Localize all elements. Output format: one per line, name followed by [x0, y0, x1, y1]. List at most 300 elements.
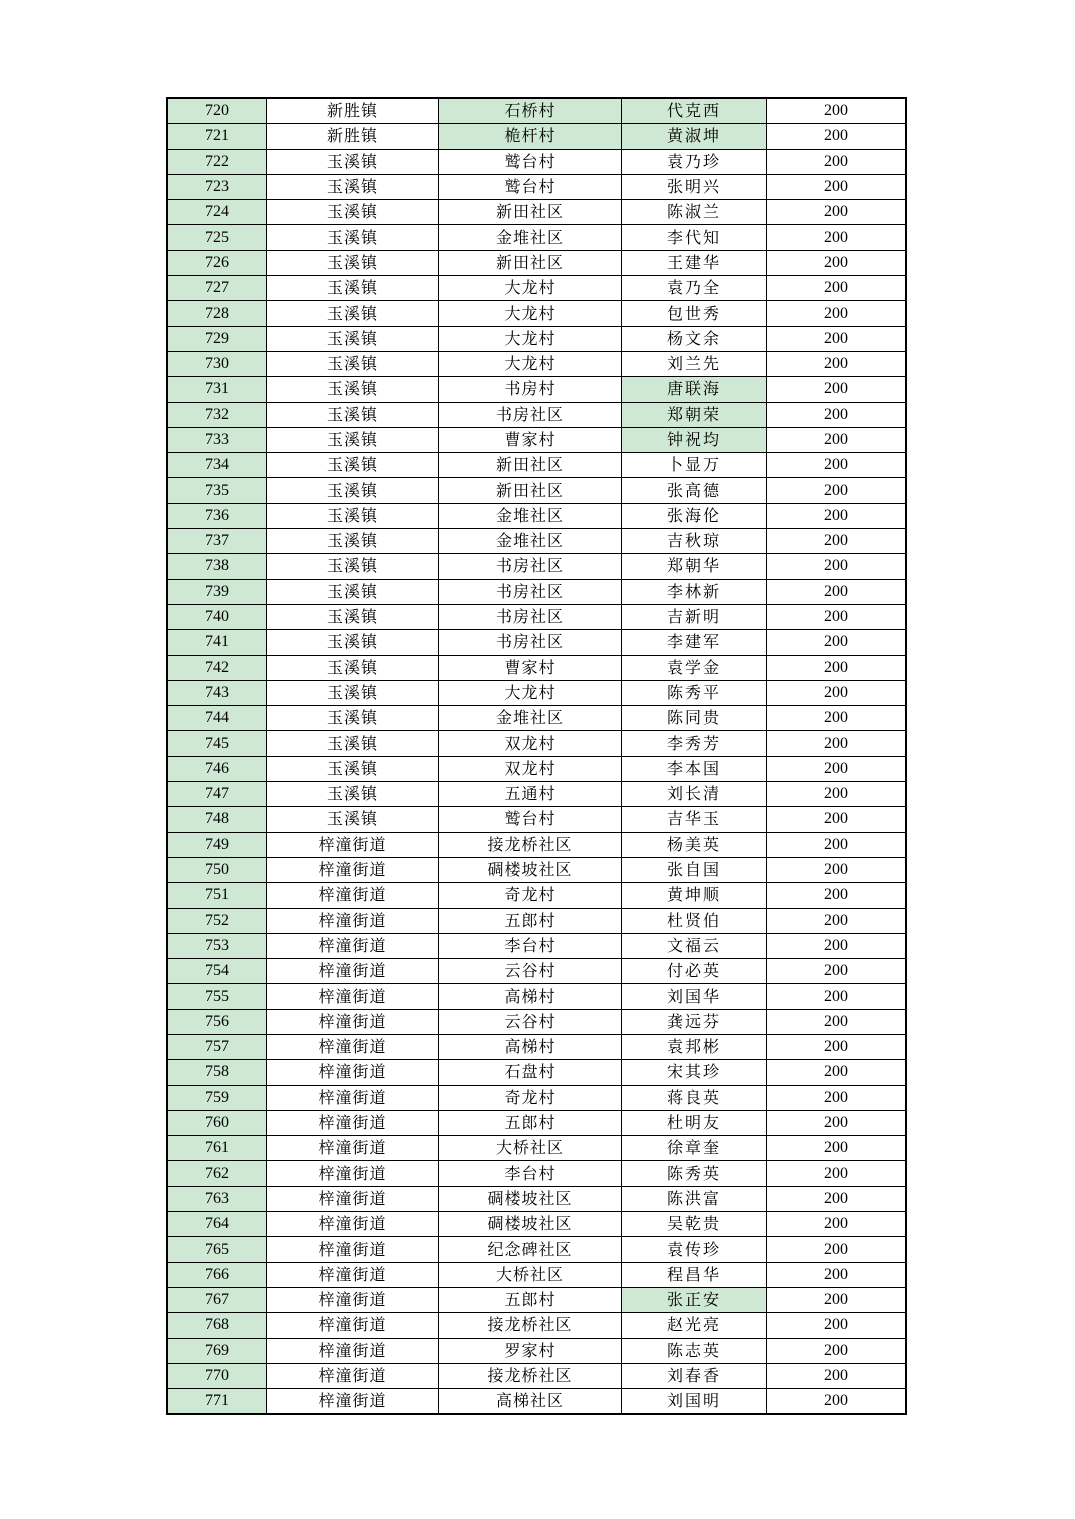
village-cell: 鹫台村 — [439, 149, 622, 174]
town-cell: 梓潼街道 — [267, 1389, 439, 1415]
town-cell: 玉溪镇 — [267, 326, 439, 351]
table-row — [167, 984, 906, 1009]
village-cell: 新田社区 — [439, 200, 622, 225]
person-name-cell: 张自国 — [622, 857, 767, 882]
village-cell: 奇龙村 — [439, 883, 622, 908]
amount-cell: 200 — [767, 706, 907, 731]
row-number-cell: 757 — [167, 1034, 267, 1059]
person-name-cell: 陈洪富 — [622, 1186, 767, 1211]
village-cell: 罗家村 — [439, 1338, 622, 1363]
village-cell: 新田社区 — [439, 478, 622, 503]
row-number-cell: 765 — [167, 1237, 267, 1262]
village-cell: 大龙村 — [439, 680, 622, 705]
person-name-cell: 王建华 — [622, 250, 767, 275]
row-number-cell: 729 — [167, 326, 267, 351]
table-row — [167, 731, 906, 756]
person-name-cell: 张明兴 — [622, 174, 767, 199]
table-row — [167, 680, 906, 705]
row-number-cell: 767 — [167, 1287, 267, 1312]
town-cell: 玉溪镇 — [267, 200, 439, 225]
town-cell: 梓潼街道 — [267, 1136, 439, 1161]
person-name-cell: 卜显万 — [622, 453, 767, 478]
row-number-cell: 735 — [167, 478, 267, 503]
town-cell: 梓潼街道 — [267, 1009, 439, 1034]
row-number-cell: 736 — [167, 503, 267, 528]
table-row — [167, 529, 906, 554]
town-cell: 玉溪镇 — [267, 731, 439, 756]
amount-cell: 200 — [767, 225, 907, 250]
row-number-cell: 760 — [167, 1110, 267, 1135]
town-cell: 玉溪镇 — [267, 351, 439, 376]
person-name-cell: 刘国华 — [622, 984, 767, 1009]
person-name-cell: 陈秀平 — [622, 680, 767, 705]
amount-cell: 200 — [767, 351, 907, 376]
table-row — [167, 1287, 906, 1312]
town-cell: 玉溪镇 — [267, 579, 439, 604]
table-row — [167, 782, 906, 807]
amount-cell: 200 — [767, 807, 907, 832]
row-number-cell: 743 — [167, 680, 267, 705]
village-cell: 云谷村 — [439, 959, 622, 984]
table-row — [167, 1161, 906, 1186]
row-number-cell: 732 — [167, 402, 267, 427]
town-cell: 玉溪镇 — [267, 427, 439, 452]
row-number-cell: 751 — [167, 883, 267, 908]
table-row — [167, 908, 906, 933]
table-row — [167, 579, 906, 604]
row-number-cell: 770 — [167, 1363, 267, 1388]
person-name-cell: 张海伦 — [622, 503, 767, 528]
village-cell: 金堆社区 — [439, 225, 622, 250]
amount-cell: 200 — [767, 1161, 907, 1186]
town-cell: 梓潼街道 — [267, 1060, 439, 1085]
table-row — [167, 351, 906, 376]
person-name-cell: 袁传珍 — [622, 1237, 767, 1262]
row-number-cell: 723 — [167, 174, 267, 199]
amount-cell: 200 — [767, 933, 907, 958]
town-cell: 玉溪镇 — [267, 276, 439, 301]
person-name-cell: 龚远芬 — [622, 1009, 767, 1034]
town-cell: 玉溪镇 — [267, 402, 439, 427]
row-number-cell: 726 — [167, 250, 267, 275]
table-row — [167, 1262, 906, 1287]
amount-cell: 200 — [767, 1262, 907, 1287]
amount-cell: 200 — [767, 1363, 907, 1388]
table-row — [167, 402, 906, 427]
person-name-cell: 陈淑兰 — [622, 200, 767, 225]
amount-cell: 200 — [767, 1287, 907, 1312]
table-row — [167, 933, 906, 958]
row-number-cell: 728 — [167, 301, 267, 326]
person-name-cell: 李代知 — [622, 225, 767, 250]
amount-cell: 200 — [767, 174, 907, 199]
village-cell: 鹫台村 — [439, 807, 622, 832]
town-cell: 梓潼街道 — [267, 832, 439, 857]
amount-cell: 200 — [767, 276, 907, 301]
village-cell: 书房社区 — [439, 579, 622, 604]
village-cell: 双龙村 — [439, 731, 622, 756]
table-row — [167, 1060, 906, 1085]
amount-cell: 200 — [767, 503, 907, 528]
table-row — [167, 1009, 906, 1034]
person-name-cell: 唐联海 — [622, 377, 767, 402]
amount-cell: 200 — [767, 1338, 907, 1363]
row-number-cell: 748 — [167, 807, 267, 832]
row-number-cell: 754 — [167, 959, 267, 984]
person-name-cell: 钟祝均 — [622, 427, 767, 452]
village-cell: 新田社区 — [439, 250, 622, 275]
table-row — [167, 883, 906, 908]
town-cell: 玉溪镇 — [267, 174, 439, 199]
row-number-cell: 750 — [167, 857, 267, 882]
amount-cell: 200 — [767, 478, 907, 503]
town-cell: 新胜镇 — [267, 98, 439, 124]
town-cell: 玉溪镇 — [267, 225, 439, 250]
row-number-cell: 771 — [167, 1389, 267, 1415]
village-cell: 书房社区 — [439, 630, 622, 655]
town-cell: 玉溪镇 — [267, 503, 439, 528]
person-name-cell: 郑朝华 — [622, 554, 767, 579]
amount-cell: 200 — [767, 1110, 907, 1135]
town-cell: 梓潼街道 — [267, 1237, 439, 1262]
row-number-cell: 744 — [167, 706, 267, 731]
town-cell: 梓潼街道 — [267, 1262, 439, 1287]
row-number-cell: 752 — [167, 908, 267, 933]
amount-cell: 200 — [767, 731, 907, 756]
table-row — [167, 301, 906, 326]
person-name-cell: 刘长清 — [622, 782, 767, 807]
town-cell: 玉溪镇 — [267, 630, 439, 655]
row-number-cell: 730 — [167, 351, 267, 376]
person-name-cell: 袁邦彬 — [622, 1034, 767, 1059]
village-cell: 大桥社区 — [439, 1136, 622, 1161]
row-number-cell: 733 — [167, 427, 267, 452]
table-row — [167, 1110, 906, 1135]
table-row — [167, 807, 906, 832]
town-cell: 梓潼街道 — [267, 959, 439, 984]
village-cell: 新田社区 — [439, 453, 622, 478]
town-cell: 玉溪镇 — [267, 756, 439, 781]
table-row — [167, 1034, 906, 1059]
town-cell: 新胜镇 — [267, 124, 439, 149]
table-row — [167, 655, 906, 680]
person-name-cell: 李建军 — [622, 630, 767, 655]
amount-cell: 200 — [767, 98, 907, 124]
amount-cell: 200 — [767, 1389, 907, 1415]
person-name-cell: 黄坤顺 — [622, 883, 767, 908]
row-number-cell: 741 — [167, 630, 267, 655]
town-cell: 玉溪镇 — [267, 377, 439, 402]
row-number-cell: 759 — [167, 1085, 267, 1110]
table-row — [167, 1212, 906, 1237]
town-cell: 玉溪镇 — [267, 301, 439, 326]
table-body — [167, 98, 906, 1414]
town-cell: 玉溪镇 — [267, 604, 439, 629]
amount-cell: 200 — [767, 680, 907, 705]
village-cell: 接龙桥社区 — [439, 1363, 622, 1388]
table-row — [167, 706, 906, 731]
table-row — [167, 503, 906, 528]
village-cell: 高梯村 — [439, 1034, 622, 1059]
amount-cell: 200 — [767, 883, 907, 908]
table-row — [167, 250, 906, 275]
row-number-cell: 739 — [167, 579, 267, 604]
amount-cell: 200 — [767, 326, 907, 351]
table-row — [167, 276, 906, 301]
village-cell: 书房社区 — [439, 604, 622, 629]
person-name-cell: 蒋良英 — [622, 1085, 767, 1110]
row-number-cell: 746 — [167, 756, 267, 781]
table-row — [167, 1085, 906, 1110]
amount-cell: 200 — [767, 756, 907, 781]
village-cell: 碉楼坡社区 — [439, 857, 622, 882]
person-name-cell: 刘国明 — [622, 1389, 767, 1415]
town-cell: 玉溪镇 — [267, 706, 439, 731]
table-row — [167, 478, 906, 503]
table-row — [167, 1313, 906, 1338]
table-row — [167, 1363, 906, 1388]
row-number-cell: 724 — [167, 200, 267, 225]
amount-cell: 200 — [767, 782, 907, 807]
table-row — [167, 98, 906, 124]
village-cell: 纪念碑社区 — [439, 1237, 622, 1262]
village-cell: 大龙村 — [439, 326, 622, 351]
village-cell: 双龙村 — [439, 756, 622, 781]
person-name-cell: 付必英 — [622, 959, 767, 984]
village-cell: 石盘村 — [439, 1060, 622, 1085]
person-name-cell: 吉新明 — [622, 604, 767, 629]
person-name-cell: 文福云 — [622, 933, 767, 958]
village-cell: 五郎村 — [439, 1287, 622, 1312]
amount-cell: 200 — [767, 377, 907, 402]
row-number-cell: 753 — [167, 933, 267, 958]
person-name-cell: 袁乃珍 — [622, 149, 767, 174]
row-number-cell: 725 — [167, 225, 267, 250]
town-cell: 玉溪镇 — [267, 478, 439, 503]
person-name-cell: 刘兰先 — [622, 351, 767, 376]
table-row — [167, 554, 906, 579]
amount-cell: 200 — [767, 124, 907, 149]
person-name-cell: 宋其珍 — [622, 1060, 767, 1085]
amount-cell: 200 — [767, 427, 907, 452]
town-cell: 玉溪镇 — [267, 655, 439, 680]
person-name-cell: 黄淑坤 — [622, 124, 767, 149]
table-row — [167, 326, 906, 351]
town-cell: 梓潼街道 — [267, 1110, 439, 1135]
village-cell: 李台村 — [439, 933, 622, 958]
village-cell: 鹫台村 — [439, 174, 622, 199]
table-row — [167, 630, 906, 655]
village-cell: 桅杆村 — [439, 124, 622, 149]
town-cell: 梓潼街道 — [267, 1161, 439, 1186]
village-cell: 五通村 — [439, 782, 622, 807]
person-name-cell: 吴乾贵 — [622, 1212, 767, 1237]
person-name-cell: 陈志英 — [622, 1338, 767, 1363]
person-name-cell: 李林新 — [622, 579, 767, 604]
village-cell: 高梯社区 — [439, 1389, 622, 1415]
person-name-cell: 刘春香 — [622, 1363, 767, 1388]
person-name-cell: 杨美英 — [622, 832, 767, 857]
table-row — [167, 756, 906, 781]
person-name-cell: 张高德 — [622, 478, 767, 503]
village-cell: 书房社区 — [439, 402, 622, 427]
amount-cell: 200 — [767, 529, 907, 554]
amount-cell: 200 — [767, 959, 907, 984]
row-number-cell: 766 — [167, 1262, 267, 1287]
table-row — [167, 1338, 906, 1363]
row-number-cell: 720 — [167, 98, 267, 124]
amount-cell: 200 — [767, 984, 907, 1009]
table-row — [167, 1136, 906, 1161]
village-cell: 碉楼坡社区 — [439, 1186, 622, 1211]
town-cell: 玉溪镇 — [267, 149, 439, 174]
village-cell: 奇龙村 — [439, 1085, 622, 1110]
amount-cell: 200 — [767, 1085, 907, 1110]
table-row — [167, 1237, 906, 1262]
amount-cell: 200 — [767, 200, 907, 225]
amount-cell: 200 — [767, 149, 907, 174]
amount-cell: 200 — [767, 301, 907, 326]
person-name-cell: 李秀芳 — [622, 731, 767, 756]
amount-cell: 200 — [767, 832, 907, 857]
amount-cell: 200 — [767, 1136, 907, 1161]
table-row — [167, 959, 906, 984]
town-cell: 玉溪镇 — [267, 250, 439, 275]
person-name-cell: 杜贤伯 — [622, 908, 767, 933]
amount-cell: 200 — [767, 1034, 907, 1059]
village-cell: 碉楼坡社区 — [439, 1212, 622, 1237]
row-number-cell: 761 — [167, 1136, 267, 1161]
table-row — [167, 427, 906, 452]
village-cell: 云谷村 — [439, 1009, 622, 1034]
amount-cell: 200 — [767, 857, 907, 882]
town-cell: 梓潼街道 — [267, 1338, 439, 1363]
row-number-cell: 738 — [167, 554, 267, 579]
amount-cell: 200 — [767, 655, 907, 680]
row-number-cell: 721 — [167, 124, 267, 149]
village-cell: 五郎村 — [439, 908, 622, 933]
row-number-cell: 749 — [167, 832, 267, 857]
person-name-cell: 吉秋琼 — [622, 529, 767, 554]
village-cell: 接龙桥社区 — [439, 832, 622, 857]
row-number-cell: 763 — [167, 1186, 267, 1211]
table-row — [167, 225, 906, 250]
person-name-cell: 陈秀英 — [622, 1161, 767, 1186]
row-number-cell: 737 — [167, 529, 267, 554]
row-number-cell: 740 — [167, 604, 267, 629]
amount-cell: 200 — [767, 1313, 907, 1338]
person-name-cell: 张正安 — [622, 1287, 767, 1312]
table-row — [167, 377, 906, 402]
amount-cell: 200 — [767, 630, 907, 655]
village-cell: 接龙桥社区 — [439, 1313, 622, 1338]
village-cell: 书房村 — [439, 377, 622, 402]
row-number-cell: 731 — [167, 377, 267, 402]
row-number-cell: 768 — [167, 1313, 267, 1338]
amount-cell: 200 — [767, 1009, 907, 1034]
table-row — [167, 832, 906, 857]
amount-cell: 200 — [767, 604, 907, 629]
row-number-cell: 734 — [167, 453, 267, 478]
person-name-cell: 袁学金 — [622, 655, 767, 680]
village-cell: 石桥村 — [439, 98, 622, 124]
town-cell: 玉溪镇 — [267, 453, 439, 478]
town-cell: 梓潼街道 — [267, 1287, 439, 1312]
amount-cell: 200 — [767, 1186, 907, 1211]
village-cell: 金堆社区 — [439, 706, 622, 731]
amount-cell: 200 — [767, 1237, 907, 1262]
person-name-cell: 赵光亮 — [622, 1313, 767, 1338]
town-cell: 梓潼街道 — [267, 933, 439, 958]
village-cell: 曹家村 — [439, 655, 622, 680]
table-row — [167, 857, 906, 882]
person-name-cell: 杜明友 — [622, 1110, 767, 1135]
town-cell: 玉溪镇 — [267, 782, 439, 807]
table-row — [167, 1389, 906, 1415]
person-name-cell: 杨文余 — [622, 326, 767, 351]
row-number-cell: 755 — [167, 984, 267, 1009]
village-cell: 金堆社区 — [439, 529, 622, 554]
person-name-cell: 李本国 — [622, 756, 767, 781]
person-name-cell: 程昌华 — [622, 1262, 767, 1287]
town-cell: 梓潼街道 — [267, 1212, 439, 1237]
town-cell: 玉溪镇 — [267, 554, 439, 579]
amount-cell: 200 — [767, 250, 907, 275]
village-cell: 大龙村 — [439, 276, 622, 301]
amount-cell: 200 — [767, 1060, 907, 1085]
person-name-cell: 吉华玉 — [622, 807, 767, 832]
table-row — [167, 200, 906, 225]
amount-cell: 200 — [767, 579, 907, 604]
row-number-cell: 745 — [167, 731, 267, 756]
table-row — [167, 1186, 906, 1211]
person-name-cell: 郑朝荣 — [622, 402, 767, 427]
town-cell: 玉溪镇 — [267, 807, 439, 832]
row-number-cell: 742 — [167, 655, 267, 680]
town-cell: 梓潼街道 — [267, 908, 439, 933]
town-cell: 梓潼街道 — [267, 883, 439, 908]
row-number-cell: 764 — [167, 1212, 267, 1237]
person-name-cell: 包世秀 — [622, 301, 767, 326]
row-number-cell: 747 — [167, 782, 267, 807]
town-cell: 梓潼街道 — [267, 1363, 439, 1388]
amount-cell: 200 — [767, 402, 907, 427]
person-name-cell: 代克西 — [622, 98, 767, 124]
village-cell: 大龙村 — [439, 301, 622, 326]
village-cell: 五郎村 — [439, 1110, 622, 1135]
town-cell: 梓潼街道 — [267, 1085, 439, 1110]
town-cell: 梓潼街道 — [267, 984, 439, 1009]
amount-cell: 200 — [767, 554, 907, 579]
town-cell: 梓潼街道 — [267, 857, 439, 882]
table-row — [167, 453, 906, 478]
row-number-cell: 758 — [167, 1060, 267, 1085]
beneficiary-table — [166, 97, 907, 1415]
town-cell: 梓潼街道 — [267, 1034, 439, 1059]
amount-cell: 200 — [767, 908, 907, 933]
person-name-cell: 袁乃全 — [622, 276, 767, 301]
town-cell: 玉溪镇 — [267, 680, 439, 705]
table-row — [167, 174, 906, 199]
village-cell: 曹家村 — [439, 427, 622, 452]
row-number-cell: 727 — [167, 276, 267, 301]
row-number-cell: 722 — [167, 149, 267, 174]
village-cell: 李台村 — [439, 1161, 622, 1186]
amount-cell: 200 — [767, 1212, 907, 1237]
village-cell: 大桥社区 — [439, 1262, 622, 1287]
row-number-cell: 756 — [167, 1009, 267, 1034]
row-number-cell: 762 — [167, 1161, 267, 1186]
